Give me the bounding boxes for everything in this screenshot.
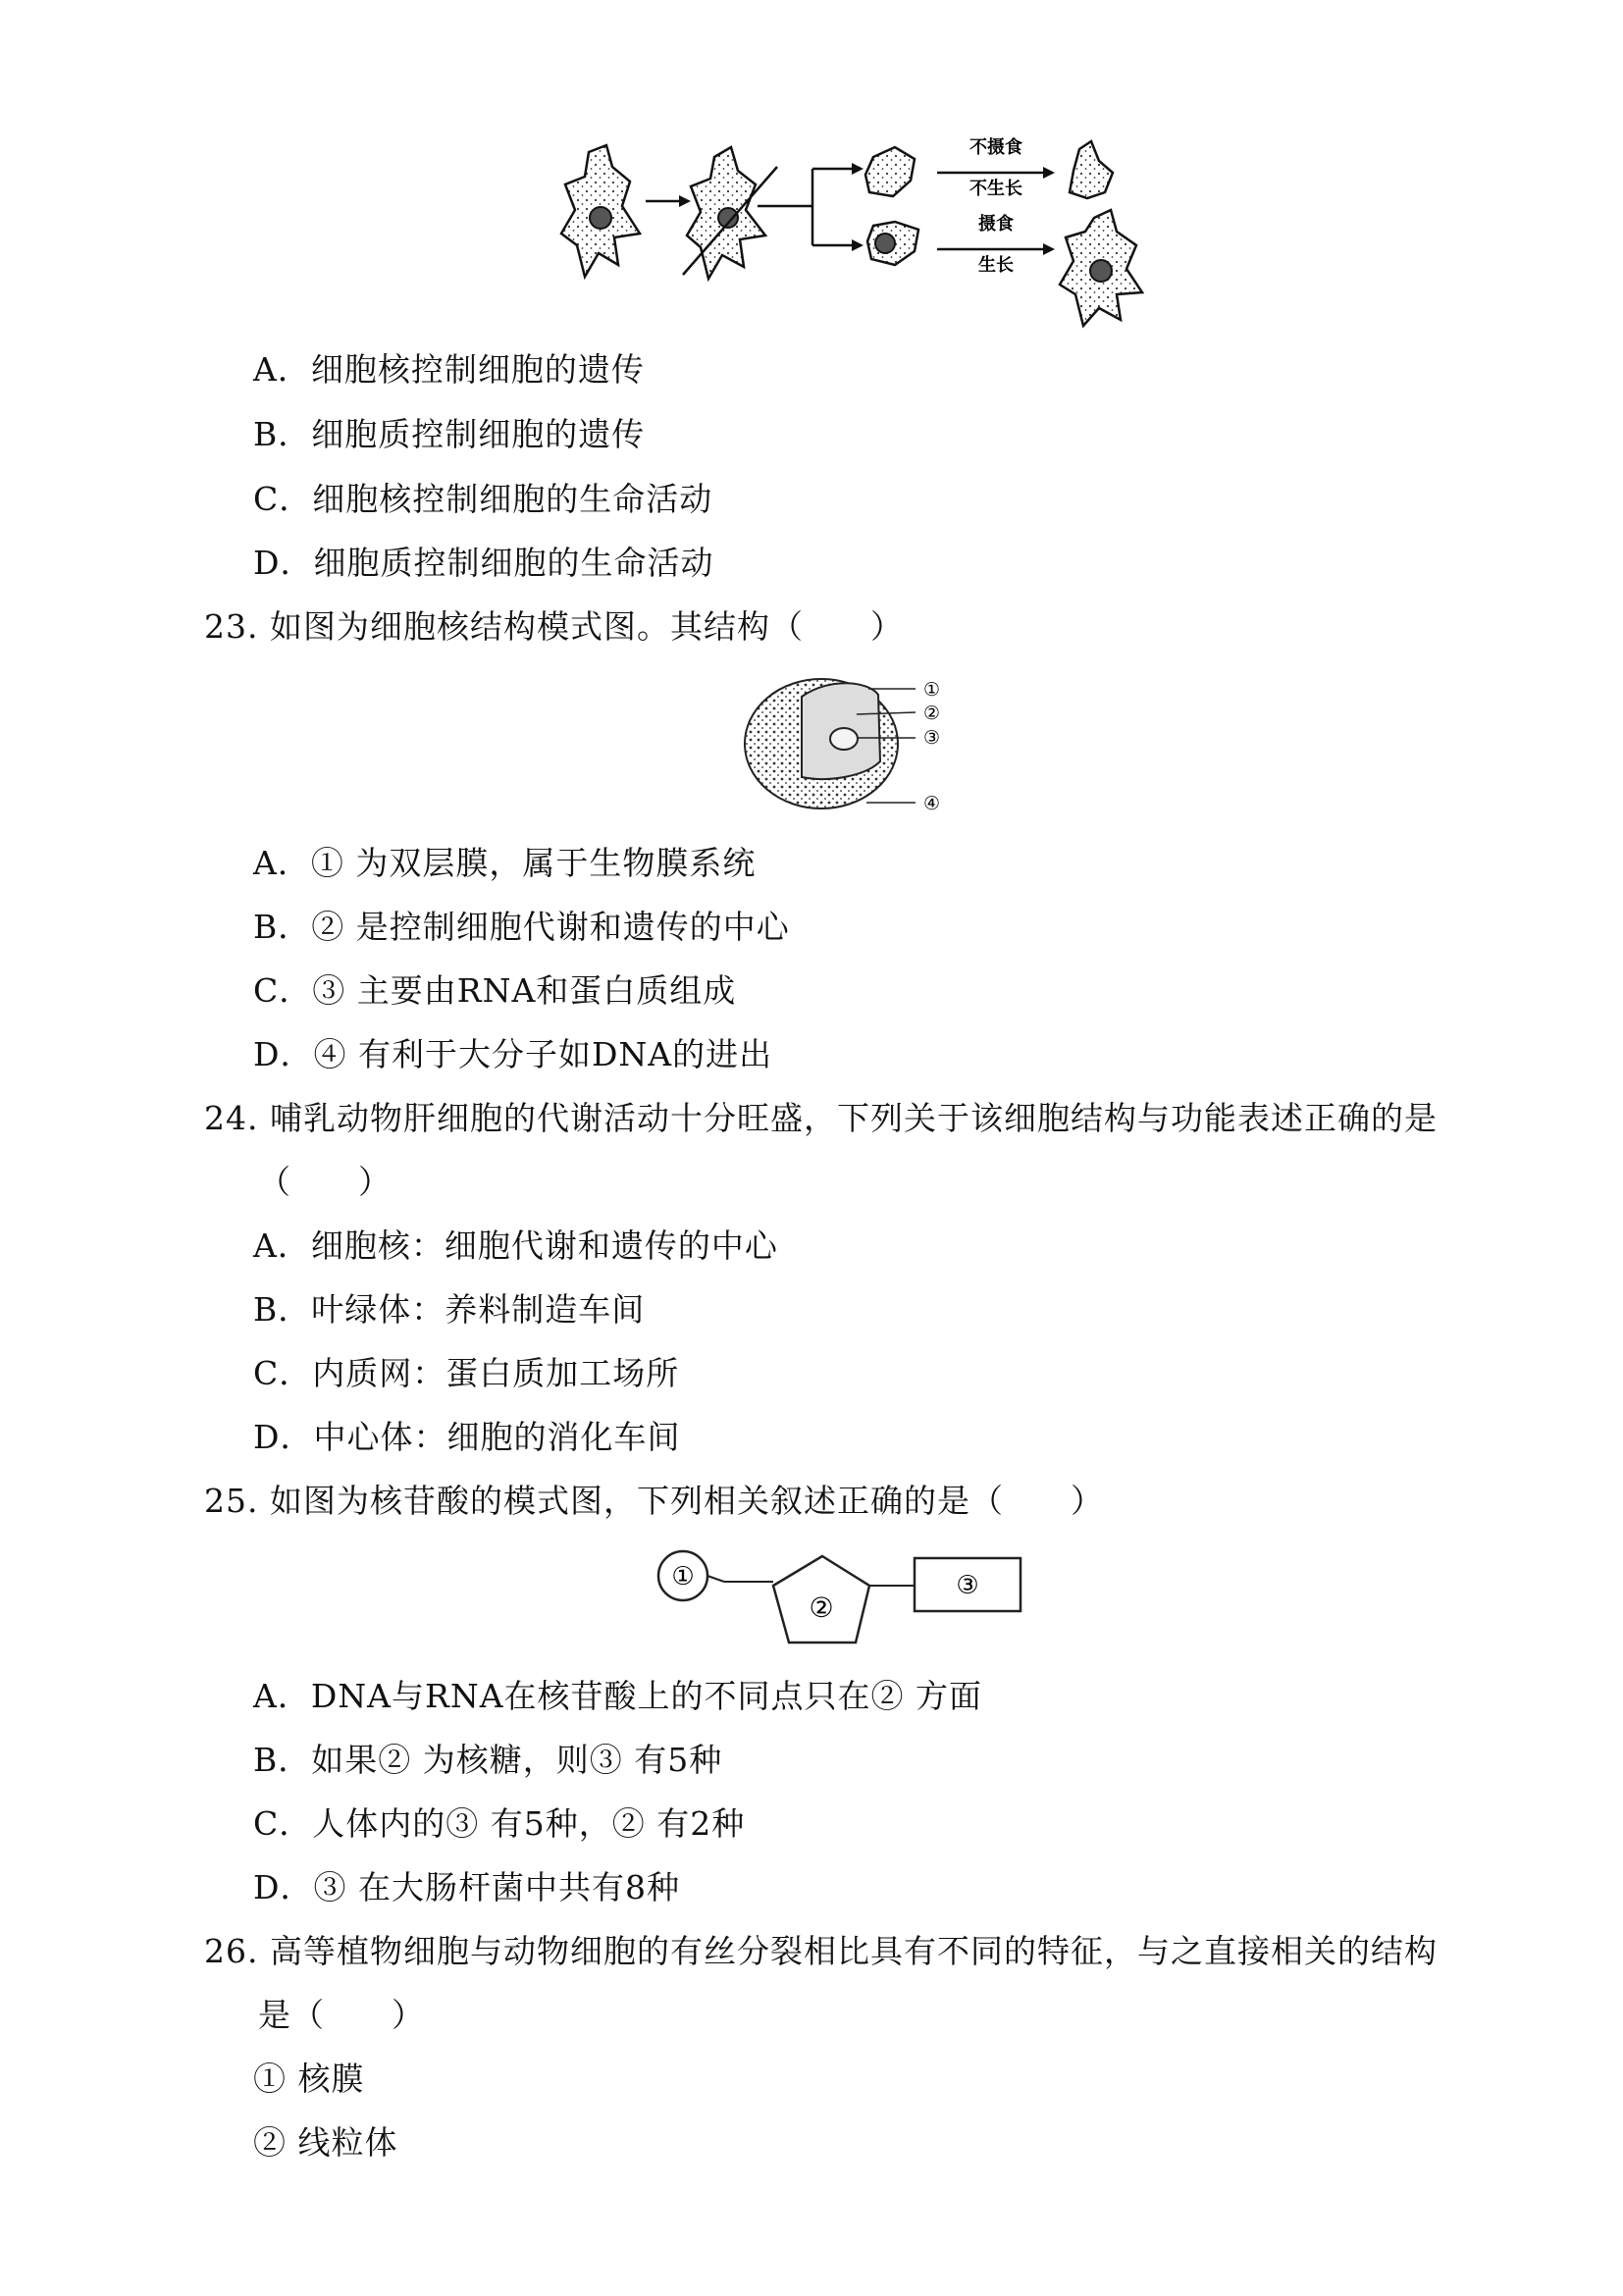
- q23-option-c: C．③ 主要由RNA和蛋白质组成: [253, 971, 737, 1010]
- q24-option-a: A．细胞核：细胞代谢和遗传的中心: [253, 1226, 778, 1265]
- q22-option-c: C．细胞核控制细胞的生命活动: [253, 480, 713, 518]
- svg-text:②: ②: [809, 1592, 834, 1624]
- label-growth: 生长: [978, 255, 1014, 276]
- q23-option-d: D．④ 有利于大分子如DNA的进出: [253, 1035, 773, 1073]
- q23-option-b: B．② 是控制细胞代谢和遗传的中心: [253, 908, 790, 946]
- label-3: ③: [923, 727, 941, 749]
- q23-stem: 23. 如图为细胞核结构模式图。其结构（ ）: [204, 607, 904, 646]
- q24-option-c: C．内质网：蛋白质加工场所: [253, 1354, 680, 1392]
- q26-item-1: ① 核膜: [253, 2060, 365, 2098]
- q25-option-c: C．人体内的③ 有5种，② 有2种: [253, 1804, 746, 1843]
- q25-option-d: D．③ 在大肠杆菌中共有8种: [253, 1868, 680, 1906]
- q22-option-d: D．细胞质控制细胞的生命活动: [253, 544, 714, 582]
- q25-stem: 25. 如图为核苷酸的模式图，下列相关叙述正确的是（ ）: [204, 1482, 1104, 1520]
- q24-stem-cont: （ ）: [258, 1163, 392, 1201]
- q26-stem: 26. 高等植物细胞与动物细胞的有丝分裂相比具有不同的特征，与之直接相关的结构: [204, 1932, 1438, 1970]
- q22-option-b: B．细胞质控制细胞的遗传: [253, 415, 646, 453]
- nucleotide-figure: [655, 1542, 1028, 1660]
- amoeba-result-small: [1070, 141, 1113, 198]
- fragment-no-nucleus: [865, 147, 915, 196]
- q24-option-d: D．中心体：细胞的消化车间: [253, 1418, 681, 1456]
- label-4: ④: [923, 793, 941, 814]
- label-1: ①: [923, 679, 941, 701]
- nucleus-structure-figure: [741, 667, 952, 819]
- q26-item-2: ② 线粒体: [253, 2123, 398, 2162]
- q24-option-b: B．叶绿体：养料制造车间: [253, 1290, 646, 1329]
- label-2: ②: [923, 703, 941, 724]
- q23-option-a: A．① 为双层膜，属于生物膜系统: [253, 844, 757, 882]
- label-no-growth: 不生长: [969, 179, 1022, 199]
- label-no-feeding: 不摄食: [969, 137, 1022, 158]
- nucleolus: [830, 728, 858, 750]
- q24-stem: 24. 哺乳动物肝细胞的代谢活动十分旺盛，下列关于该细胞结构与功能表述正确的是: [204, 1099, 1438, 1137]
- amoeba-experiment-figure: [550, 128, 1158, 329]
- label-feeding: 摄食: [978, 214, 1014, 235]
- q26-stem-cont: 是（ ）: [258, 1996, 425, 2034]
- q22-option-a: A．细胞核控制细胞的遗传: [253, 350, 645, 389]
- q25-option-a: A．DNA与RNA在核苷酸上的不同点只在② 方面: [253, 1677, 983, 1715]
- nucleus: [590, 207, 611, 229]
- q25-option-b: B．如果② 为核糖，则③ 有5种: [253, 1741, 723, 1779]
- svg-text:①: ①: [671, 1562, 695, 1592]
- svg-text:③: ③: [956, 1571, 979, 1600]
